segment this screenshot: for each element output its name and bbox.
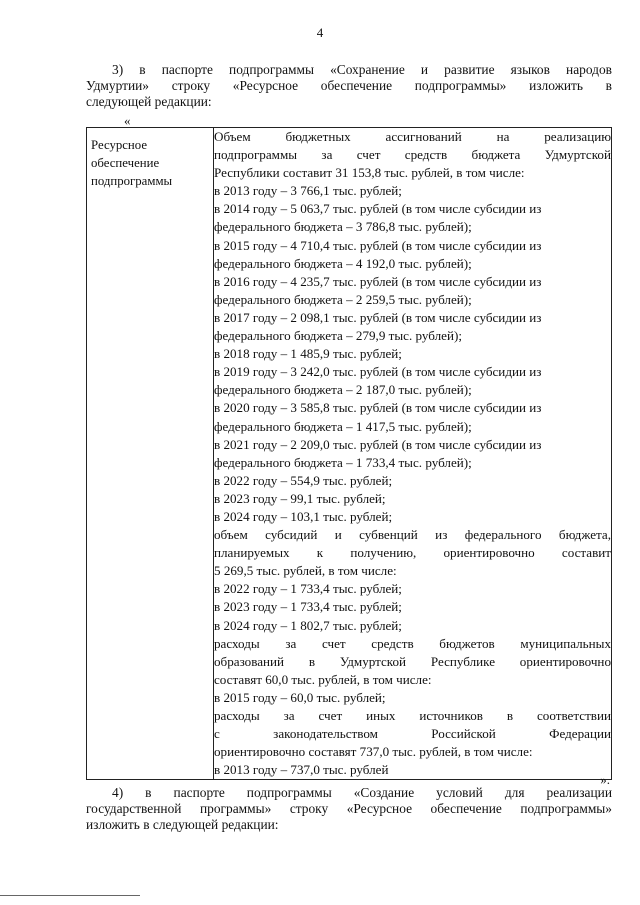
content-line: в 2016 году – 4 235,7 тыс. рублей (в том числе субсидии из [214,273,542,289]
opening-quote-mark: « [124,113,131,128]
resource-label-cell [87,128,214,780]
content-line: объем субсидий и субвенций из федерального бюджета, [214,527,611,543]
resource-label-line-1: Ресурсное [91,138,148,152]
content-line: Объем бюджетных ассигнований на реализацию [214,129,611,144]
content-line: в 2022 году – 554,9 тыс. рублей; [214,472,393,488]
intro-line-3: следующей редакции: [86,94,212,109]
content-line: подпрограммы за счет средств бюджета Удмуртской [214,147,611,163]
footer-divider [0,895,140,896]
table-row [87,128,612,780]
content-line: в 2020 году – 3 585,8 тыс. рублей (в том числе субсидии из [214,400,542,416]
content-line: в 2024 году – 103,1 тыс. рублей; [214,508,393,524]
content-line: составят 60,0 тыс. рублей, в том числе: [214,671,432,687]
closing-quote-mark: ». [600,772,610,787]
content-line: федерального бюджета – 1 733,4 тыс. рублей); [214,454,472,470]
content-line: расходы за счет средств бюджетов муниципальных [214,635,611,651]
content-line: планируемых к получению, ориентировочно составит [214,545,611,561]
resource-label-line-2: обеспечение [91,156,160,170]
content-line: федерального бюджета – 4 192,0 тыс. рублей); [214,255,472,271]
content-line: федерального бюджета – 2 259,5 тыс. рублей); [214,291,472,307]
content-line: федерального бюджета – 3 786,8 тыс. рублей); [214,219,472,235]
content-line: в 2013 году – 737,0 тыс. рублей [214,762,389,778]
content-line: в 2024 году – 1 802,7 тыс. рублей; [214,617,402,633]
content-line: федерального бюджета – 1 417,5 тыс. рублей); [214,418,472,434]
content-line: в 2023 году – 99,1 тыс. рублей; [214,490,386,506]
content-line: ориентировочно составят 737,0 тыс. рублей, в том числе: [214,744,533,760]
page-number: 4 [316,25,324,40]
content-line: с законодательством Российской Федерации [214,726,611,742]
resource-table [86,127,612,780]
content-line: в 2013 году – 3 766,1 тыс. рублей; [214,183,402,199]
content-line: в 2021 году – 2 209,0 тыс. рублей (в том числе субсидии из [214,436,542,452]
resource-content-cell [214,128,612,780]
content-line: образований в Удмуртской Республике ориентировочно [214,653,611,669]
intro-line-1: 3) в паспорте подпрограммы «Сохранение и развитие языков народов [112,62,612,77]
content-line: в 2015 году – 60,0 тыс. рублей; [214,689,386,705]
content-line: Республики составит 31 153,8 тыс. рублей, в том числе: [214,165,525,181]
content-line: в 2023 году – 1 733,4 тыс. рублей; [214,599,402,615]
content-line: 5 269,5 тыс. рублей, в том числе: [214,563,397,579]
content-line: в 2014 году – 5 063,7 тыс. рублей (в том числе субсидии из [214,201,542,217]
content-line: федерального бюджета – 2 187,0 тыс. рублей); [214,382,472,398]
content-line: расходы за счет иных источников в соответствии [214,708,611,723]
outro-line-3: изложить в следующей редакции: [86,817,279,832]
outro-paragraph [86,785,612,833]
content-line: в 2022 году – 1 733,4 тыс. рублей; [214,581,402,597]
intro-line-2: Удмуртии» строку «Ресурсное обеспечение подпрограммы» изложить в [86,78,612,93]
resource-label-line-3: подпрограммы [91,174,173,188]
content-line: в 2017 году – 2 098,1 тыс. рублей (в том числе субсидии из [214,309,542,325]
outro-line-1: 4) в паспорте подпрограммы «Создание условий для реализации [112,785,612,800]
content-line: в 2015 году – 4 710,4 тыс. рублей (в том числе субсидии из [214,237,542,253]
intro-paragraph [86,62,612,110]
outro-line-2: государственной программы» строку «Ресурсное обеспечение подпрограммы» [86,801,612,816]
content-line: в 2019 году – 3 242,0 тыс. рублей (в том числе субсидии из [214,364,542,380]
content-line: федерального бюджета – 279,9 тыс. рублей); [214,328,462,344]
content-line: в 2018 году – 1 485,9 тыс. рублей; [214,346,402,362]
